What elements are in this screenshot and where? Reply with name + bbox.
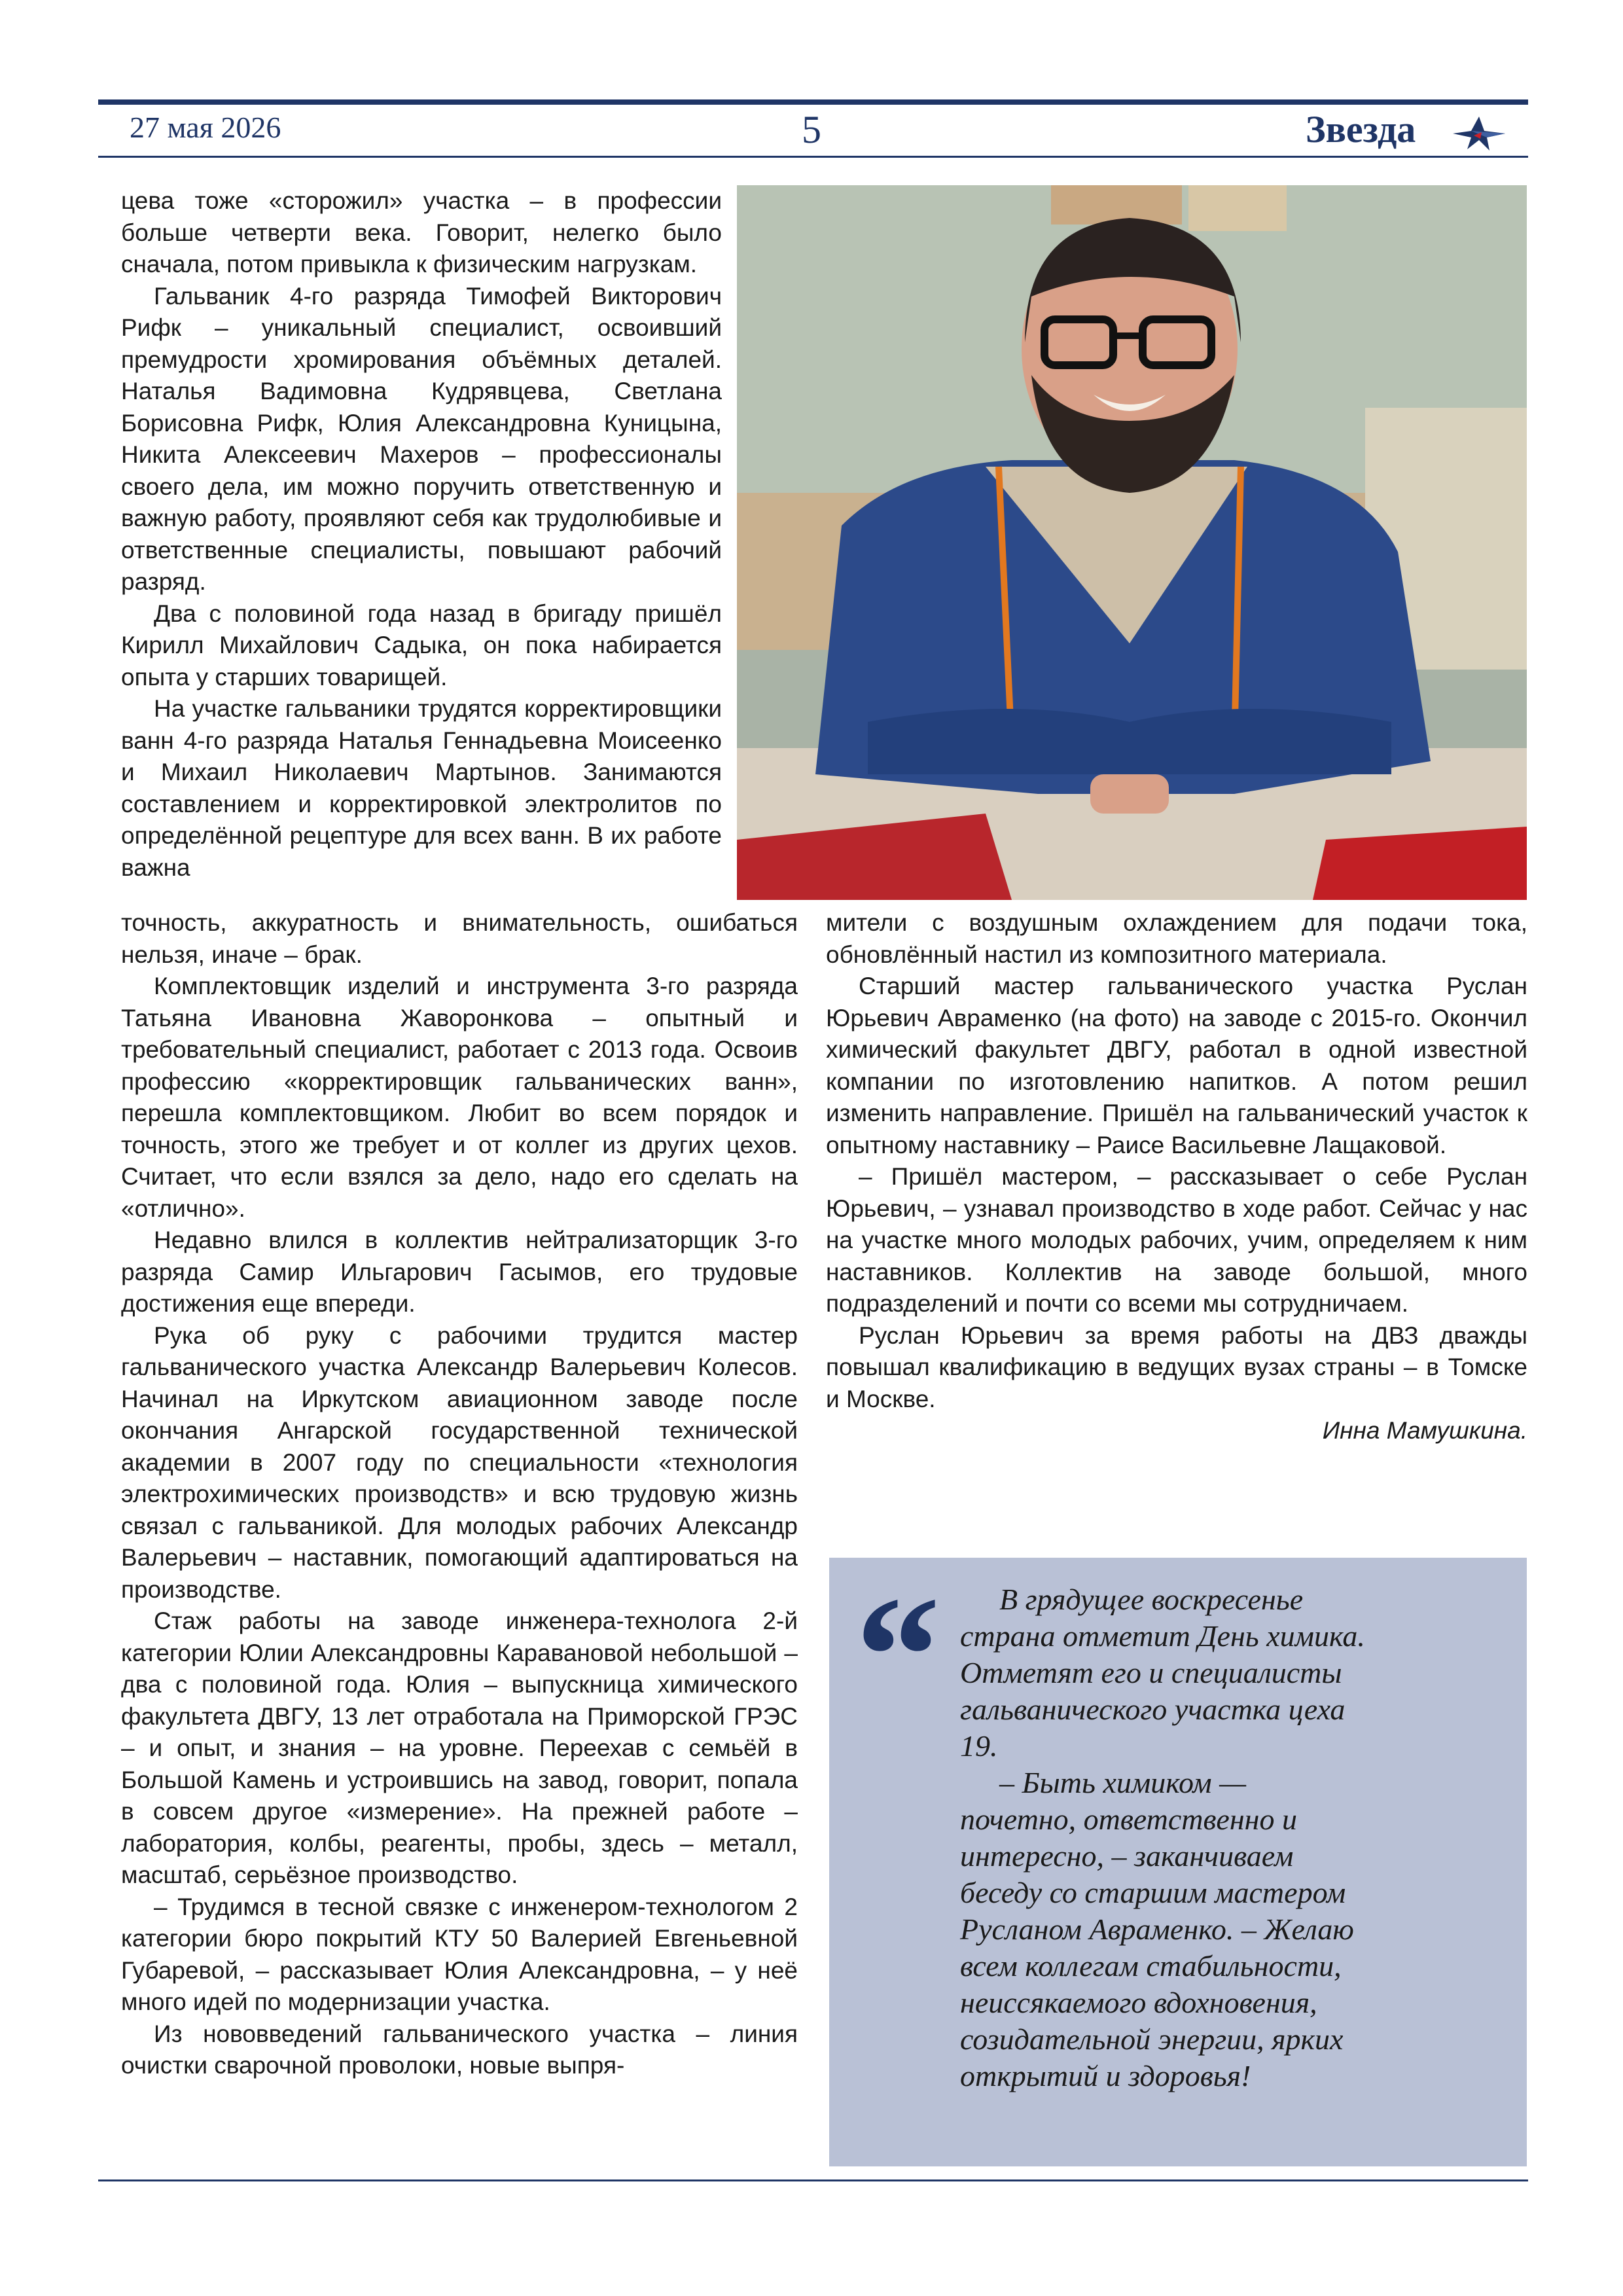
paragraph: На участке гальваники трудятся корректировщики ванн 4-го разряда Наталья Геннадьевна Моисеенко и Михаил Николаевич Мартынов. Занимаются составлением и корректировкой электролитов по определённой рецептуре для всех ванн. В их работе важна [121,695,722,881]
paragraph: Руслан Юрьевич за время работы на ДВЗ дважды повышал квалификацию в ведущих вузах страны – в Томске и Москве. [826,1321,1527,1412]
quote-mark-icon: “ [855,1562,940,1750]
paragraph: Старший мастер гальванического участка Руслан Юрьевич Авраменко (на фото) на заводе с 2015-го. Окончил химический факультет ДВГУ, работал в одной известной компании по изготовлению напитков. А потом решил изменить направление. Пришёл на гальванический участок к опытному наставнику – Раисе Васильевне Лащаковой. [826,973,1527,1158]
paragraph: Недавно влился в коллектив нейтрализаторщик 3-го разряда Самир Ильгарович Гасымов, его трудовые достижения еще впереди. [121,1227,798,1317]
paragraph: – Пришёл мастером, – рассказывает о себе Руслан Юрьевич, – узнавал производство в ходе работ. Сейчас у нас на участке много молодых рабочих, учим, определяем к ним наставников. Коллектив на заводе большой, много подразделений и почти со всеми мы сотрудничаем. [826,1163,1527,1317]
paragraph: Комплектовщик изделий и инструмента 3-го разряда Татьяна Ивановна Жаворонкова – опытный и требовательный специалист, работает с 2013 года. Освоив профессию «корректировщик гальванических ванн», перешла комплектовщиком. Любит во всем порядок и точность, этого же требует и от коллег из других цехов. Считает, что если взялся за дело, надо его сделать на «отлично». [121,973,798,1222]
star-logo-icon [1452,114,1507,153]
article-photo [737,185,1527,900]
article-column-left-top [121,185,722,905]
footer-rule [98,2179,1528,2181]
paragraph: мители с воздушным охлаждением для подачи тока, обновлённый настил из композитного материала. [826,909,1527,968]
paragraph: Два с половиной года назад в бригаду пришёл Кирилл Михайлович Садыка, он пока набирается опыта у старших товарищей. [121,600,722,691]
article-column-left-bottom [121,907,798,2169]
pull-quote-text [960,1581,1366,2094]
paragraph: Из нововведений гальванического участка – линия очистки сварочной проволоки, новые выпря- [121,2020,798,2079]
article-column-right [826,907,1527,1549]
author-signature: Инна Мамушкина. [1322,1417,1527,1444]
newspaper-title: Звезда [1306,108,1416,151]
paragraph: точность, аккуратность и внимательность, ошибаться нельзя, иначе – брак. [121,909,798,968]
header-bottom-rule [98,156,1528,158]
quote-paragraph: – Быть химиком — почетно, ответственно и интересно, – заканчиваем беседу со старшим мастером Русланом Авраменко. – Желаю всем коллегам стабильности, неиссякаемого вдохновения, созидательной энергии, ярких открытий и здоровья! [960,1766,1354,2092]
paragraph: цева тоже «сторожил» участка – в профессии больше четверти века. Говорит, нелегко было сначала, потом привыкла к физическим нагрузкам. [121,187,722,278]
header-top-rule [98,99,1528,105]
paragraph: – Трудимся в тесной связке с инженером-технологом 2 категории бюро покрытий КТУ 50 Валерией Евгеньевной Губаревой, – рассказывает Юлия Александровна, – у неё много идей по модернизации участка. [121,1893,798,2015]
paragraph: Рука об руку с рабочими трудится мастер гальванического участка Александр Валерьевич Колесов. Начинал на Иркутском авиационном заводе после окончания Ангарской государственной технической академии в 2007 году по специальности «технология электрохимических производств» и всю трудовую жизнь связал с гальваникой. Для молодых рабочих Александр Валерьевич – наставник, помогающий адаптироваться на производстве. [121,1321,798,1603]
paragraph: Стаж работы на заводе инженера-технолога 2-й категории Юлии Александровны Каравановой небольшой – два с половиной года. Юлия – выпускница химического факультета ДВГУ, 13 лет отработала на Приморской ГРЭС – и опыт, и знания – на уровне. Переехав с семьёй в Большой Камень и устроившись на завод, говорит, попала в совсем другое «измерение». На прежней работе – лаборатория, колбы, реагенты, пробы, здесь – металл, масштаб, серьёзное производство. [121,1607,798,1888]
page-number: 5 [802,108,821,151]
portrait-image [737,185,1527,900]
issue-date: 27 мая 2026 [130,111,281,144]
quote-paragraph: В грядущее воскресенье страна отметит День химика. Отметят его и специалисты гальванического участка цеха 19. [960,1583,1365,1763]
pull-quote-box [829,1558,1527,2166]
paragraph: Гальваник 4-го разряда Тимофей Викторович Рифк – уникальный специалист, освоивший премудрости хромирования объёмных деталей. Наталья Вадимовна Кудрявцева, Светлана Борисовна Рифк, Юлия Александровна Куницына, Никита Алексеевич Махеров – профессионалы своего дела, им можно поручить ответственную и важную работу, проявляют себя как трудолюбивые и ответственные специалисты, повышают рабочий разряд. [121,282,722,595]
